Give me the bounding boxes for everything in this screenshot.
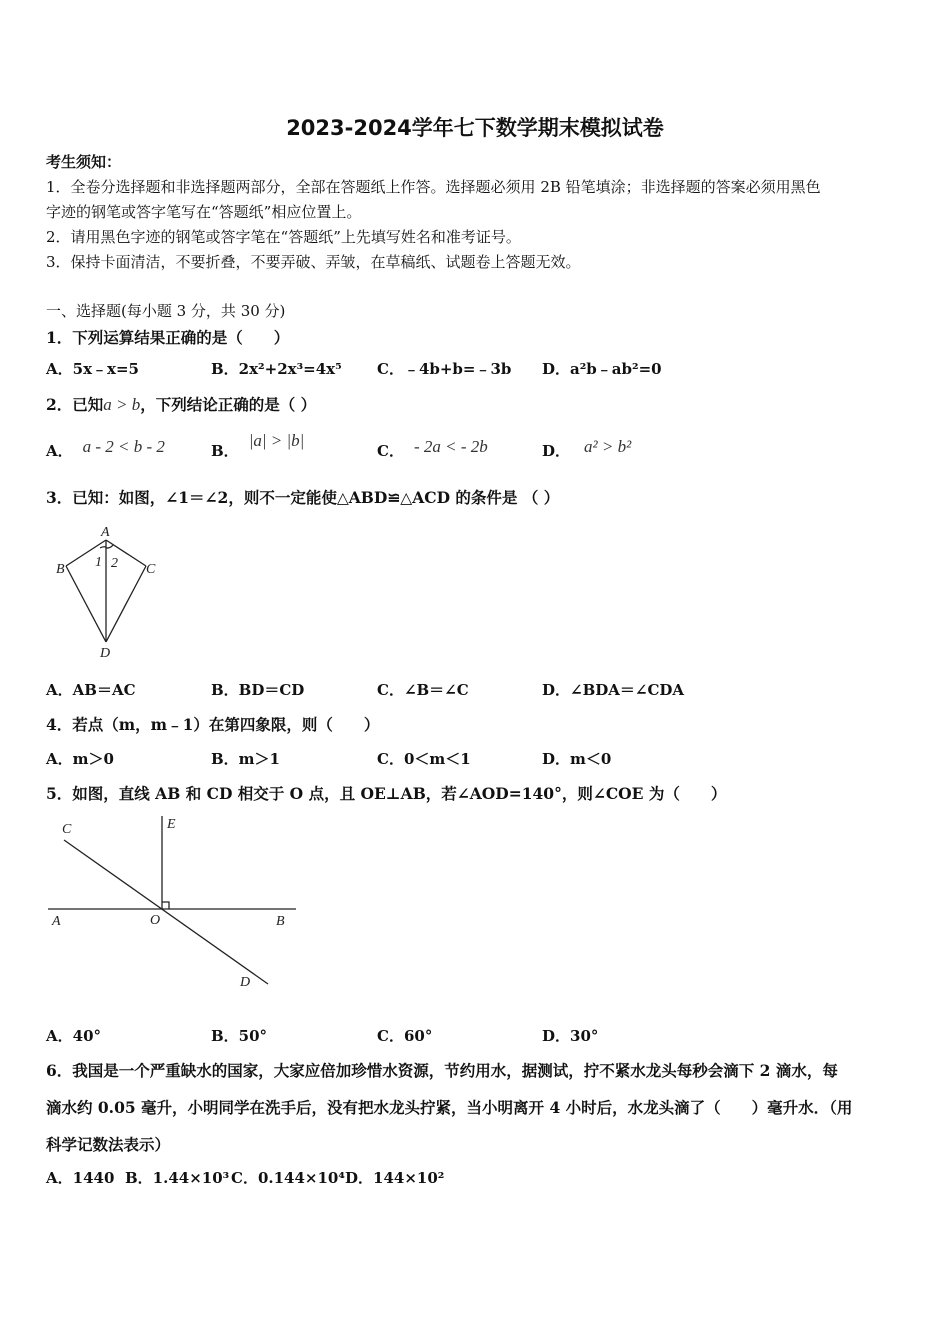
q2-stem-prefix: 2．已知 xyxy=(46,395,104,414)
question-6-line: 科学记数法表示） xyxy=(46,1135,171,1154)
q4-option-a: A．m＞0 xyxy=(46,750,114,768)
question-6-line: 6．我国是一个严重缺水的国家，大家应倍加珍惜水资源，节约用水，据测试，拧不紧水龙头每秒会滴下 2 滴水，每 xyxy=(46,1061,838,1080)
q3-option-a: A．AB＝AC xyxy=(46,681,136,699)
question-4-stem: 4．若点（m，m﹣1）在第四象限，则（ ） xyxy=(46,715,380,734)
question-2-stem xyxy=(46,393,316,415)
q3-label-angle-2: 2 xyxy=(111,556,118,571)
q6-option-d: D．144×10² xyxy=(345,1169,445,1187)
question-6-line: 滴水约 0.05 毫升，小明同学在洗手后，没有把水龙头拧紧，当小明离开 4 小时后，水龙头滴了（ ）毫升水．（用 xyxy=(46,1098,853,1117)
q1-option-b: B．2x²+2x³=4x⁵ xyxy=(211,360,342,378)
notice-item: 1．全卷分选择题和非选择题两部分，全部在答题纸上作答。选择题必须用 2B 铅笔填涂；非选择题的答案必须用黑色 xyxy=(46,178,821,196)
q2-option-d xyxy=(542,437,632,461)
q6-option-a: A．1440 xyxy=(46,1169,115,1187)
q3-angle-1-arc xyxy=(100,547,106,548)
notice-item: 3．保持卡面清洁，不要折叠，不要弄破、弄皱，在草稿纸、试题卷上答题无效。 xyxy=(46,253,581,271)
q6-option-c: C．0.144×10⁴ xyxy=(231,1169,345,1187)
q2-option-label: B． xyxy=(211,442,239,460)
q1-option-a: A．5x﹣x=5 xyxy=(46,360,139,378)
q2-stem-suffix: ，下列结论正确的是（ ） xyxy=(140,395,317,414)
q5-label-e: E xyxy=(167,817,176,832)
q4-option-d: D．m＜0 xyxy=(542,750,612,768)
q1-option-d: D．a²b﹣ab²=0 xyxy=(542,360,662,378)
q5-line-cd xyxy=(64,840,268,984)
q5-option-c: C．60° xyxy=(377,1027,433,1045)
section-heading: 一、选择题(每小题 3 分，共 30 分) xyxy=(46,302,286,320)
q3-line-cd xyxy=(106,566,146,642)
q5-label-o: O xyxy=(150,913,161,928)
q3-label-c: C xyxy=(146,562,156,577)
page-title: 2023-2024学年七下数学期末模拟试卷 xyxy=(286,116,664,140)
notice-heading: 考生须知： xyxy=(46,153,122,171)
q3-label-b: B xyxy=(56,562,65,577)
q3-line-bd xyxy=(66,566,106,642)
q5-label-b: B xyxy=(276,914,285,929)
q5-label-a: A xyxy=(52,914,61,929)
q5-label-c: C xyxy=(62,822,72,837)
q5-option-d: D．30° xyxy=(542,1027,599,1045)
q6-option-b: B．1.44×10³ xyxy=(125,1169,230,1187)
q5-option-b: B．50° xyxy=(211,1027,268,1045)
q2-option-label: D． xyxy=(542,442,571,460)
q5-right-angle-mark xyxy=(162,902,169,909)
q3-option-c: C．∠B＝∠C xyxy=(377,681,469,699)
question-5-stem: 5．如图，直线 AB 和 CD 相交于 O 点，且 OE⊥AB，若∠AOD=140°，则∠COE 为（ ） xyxy=(46,784,727,803)
q3-label-angle-1: 1 xyxy=(95,555,102,570)
q3-label-d: D xyxy=(100,646,111,661)
q4-option-b: B．m＞1 xyxy=(211,750,280,768)
notice-item: 2．请用黑色字迹的钢笔或答字笔在“答题纸”上先填写姓名和准考证号。 xyxy=(46,228,521,246)
q3-option-d: D．∠BDA＝∠CDA xyxy=(542,681,685,699)
q1-option-c: C．﹣4b+b=﹣3b xyxy=(377,360,512,378)
q2-stem-math: a > b xyxy=(103,395,141,414)
q2-option-math: |a| > |b| xyxy=(248,431,305,450)
q3-angle-2-arc xyxy=(106,545,113,548)
question-3-stem: 3．已知：如图，∠1＝∠2，则不一定能使△ABD≌△ACD 的条件是 （ ） xyxy=(46,488,560,507)
question-1-stem: 1．下列运算结果正确的是（ ） xyxy=(46,328,290,347)
q3-label-a: A xyxy=(101,525,110,540)
q2-option-math: a² > b² xyxy=(584,437,632,456)
q5-option-a: A．40° xyxy=(46,1027,102,1045)
q3-option-b: B．BD＝CD xyxy=(211,681,305,699)
notice-item: 字迹的钢笔或答字笔写在“答题纸”相应位置上。 xyxy=(46,203,362,221)
q2-option-label: A． xyxy=(46,442,73,460)
q2-option-math: a - 2 < b - 2 xyxy=(82,437,165,456)
q2-option-c xyxy=(377,437,488,461)
q2-option-b xyxy=(211,431,305,461)
q2-option-label: C． xyxy=(377,442,404,460)
q5-label-d: D xyxy=(240,975,251,990)
q2-option-a xyxy=(46,437,165,461)
q5-figure xyxy=(40,810,310,995)
q4-option-c: C．0＜m＜1 xyxy=(377,750,471,768)
q2-option-math: - 2a < - 2b xyxy=(413,437,488,456)
q3-figure xyxy=(50,520,170,665)
